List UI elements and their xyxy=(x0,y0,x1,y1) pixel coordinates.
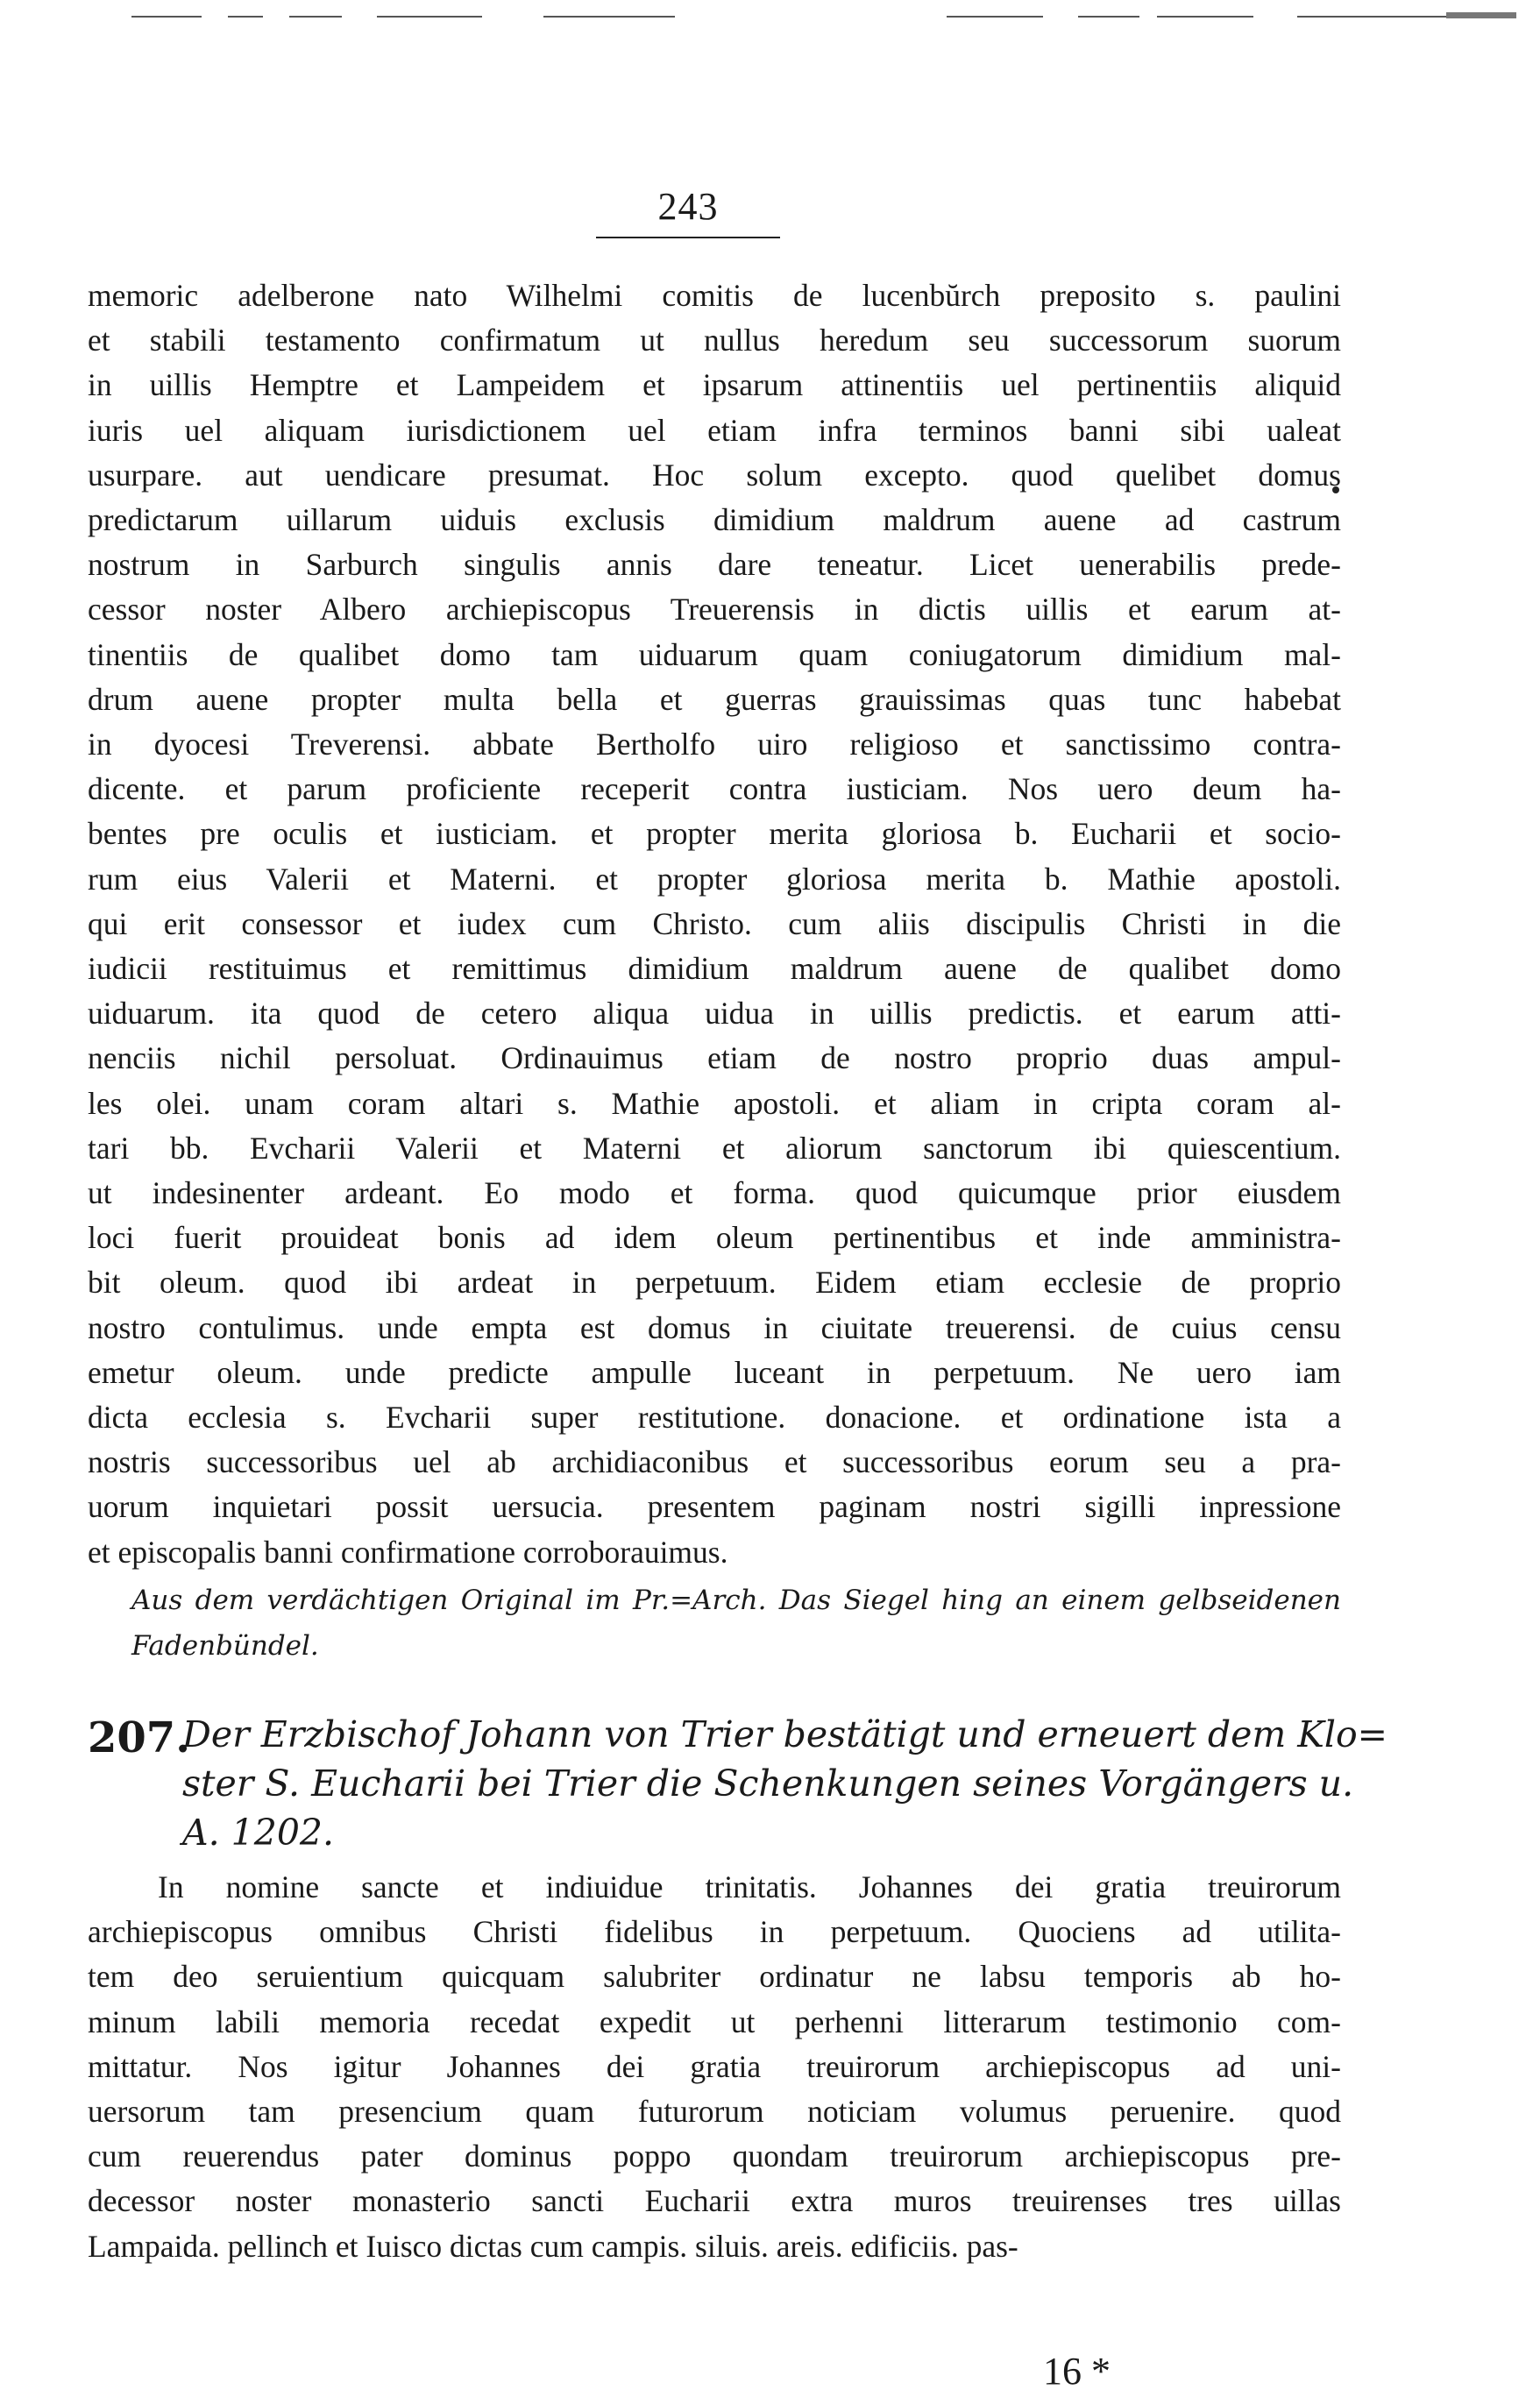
text-line: les olei. unam coram altari s. Mathie apostoli. et aliam in cripta coram al- xyxy=(88,1085,1341,1121)
top-edge-rules xyxy=(131,16,1508,28)
text-line: iuris uel aliquam iurisdictionem uel etiam infra terminos banni sibi ualeat xyxy=(88,412,1341,448)
text-line: cessor noster Albero archiepiscopus Treuerensis in dictis uillis et earum at- xyxy=(88,592,1341,628)
text-line: dicente. et parum proficiente receperit contra iusticiam. Nos uero deum ha- xyxy=(88,771,1341,807)
text-line: predictarum uillarum uiduis exclusis dimidium maldrum auene ad castrum xyxy=(88,502,1341,538)
text-line: nenciis nichil persoluat. Ordinauimus etiam de nostro proprio duas ampul- xyxy=(88,1040,1341,1076)
text-line: Lampaida. pellinch et Iuisco dictas cum campis. siluis. areis. edificiis. pas- xyxy=(88,2228,1018,2264)
note-line: Fadenbündel. xyxy=(131,1630,319,1662)
text-line: cum reuerendus pater dominus poppo quondam treuirorum archiepiscopus pre- xyxy=(88,2138,1341,2174)
text-line: in uillis Hemptre et Lampeidem et ipsarum attinentiis uel pertinentiis aliquid xyxy=(88,367,1341,403)
text-line: loci fuerit prouideat bonis ad idem oleum pertinentibus et inde amministra- xyxy=(88,1220,1341,1256)
text-line: tinentiis de qualibet domo tam uiduarum quam coniugatorum dimidium mal- xyxy=(88,636,1341,672)
text-line: tari bb. Evcharii Valerii et Materni et aliorum sanctorum ibi quiescentium. xyxy=(88,1130,1341,1166)
text-line: bentes pre oculis et iusticiam. et propter merita gloriosa b. Eucharii et socio- xyxy=(88,816,1341,852)
source-note xyxy=(131,1578,1341,1669)
text-line: uorum inquietari possit uersucia. presentem paginam nostri sigilli inpressione xyxy=(88,1489,1341,1525)
text-line: nostris successoribus uel ab archidiaconibus et successoribus eorum seu a pra- xyxy=(88,1444,1341,1480)
text-line: ut indesinenter ardeant. Eo modo et forma. quod quicumque prior eiusdem xyxy=(88,1175,1341,1211)
text-line: usurpare. aut uendicare presumat. Hoc solum excepto. quod quelibet domus xyxy=(88,457,1341,493)
heading-line: Der Erzbischof Johann von Trier bestätigt und erneuert dem Klo= xyxy=(182,1713,1388,1755)
text-line: decessor noster monasterio sancti Eucharii extra muros treuirenses tres uillas xyxy=(88,2183,1341,2219)
signature-mark: 16 * xyxy=(1043,2350,1111,2393)
text-line: dicta ecclesia s. Evcharii super restitutione. donacione. et ordinatione ista a xyxy=(88,1400,1341,1436)
heading-line: A. 1202. xyxy=(182,1812,335,1854)
text-line: archiepiscopus omnibus Christi fidelibus in perpetuum. Quociens ad utilita- xyxy=(88,1914,1341,1950)
page-number-rule xyxy=(596,237,780,238)
document-text xyxy=(88,1865,1341,2269)
text-line: uiduarum. ita quod de cetero aliqua uidua in uillis predictis. et earum atti- xyxy=(88,996,1341,1032)
text-line: rum eius Valerii et Materni. et propter gloriosa merita b. Mathie apostoli. xyxy=(88,861,1341,897)
text-line: memoric adelberone nato Wilhelmi comitis de lucenbŭrch preposito s. paulini xyxy=(88,278,1341,313)
text-line: iudicii restituimus et remittimus dimidium maldrum auene de qualibet domo xyxy=(88,951,1341,987)
note-line: Aus dem verdächtigen Original im Pr.=Arch. Das Siegel hing an einem gelbseidenen xyxy=(131,1585,1341,1616)
text-line: qui erit consessor et iudex cum Christo. cum aliis discipulis Christi in die xyxy=(88,905,1341,941)
text-line: In nomine sancte et indiuidue trinitatis. Johannes dei gratia treuirorum xyxy=(158,1869,1341,1904)
text-line: emetur oleum. unde predicte ampulle luceant in perpetuum. Ne uero iam xyxy=(88,1354,1341,1390)
text-line: uersorum tam presencium quam futurorum noticiam volumus peruenire. quod xyxy=(88,2094,1341,2130)
text-line: bit oleum. quod ibi ardeat in perpetuum. Eidem etiam ecclesie de proprio xyxy=(88,1265,1341,1301)
document-number: 207. xyxy=(88,1713,190,1762)
text-line: nostro contulimus. unde empta est domus in ciuitate treuerensi. de cuius censu xyxy=(88,1309,1341,1345)
text-line: tem deo seruientium quicquam salubriter ordinatur ne labsu temporis ab ho- xyxy=(88,1959,1341,1995)
page-number: 243 xyxy=(657,185,719,228)
heading-line: ster S. Eucharii bei Trier die Schenkungen seines Vorgängers u. xyxy=(182,1762,1354,1805)
text-line: et stabili testamento confirmatum ut nullus heredum seu successorum suorum xyxy=(88,323,1341,358)
text-line: nostrum in Sarburch singulis annis dare teneatur. Licet uenerabilis prede- xyxy=(88,547,1341,583)
text-line: mittatur. Nos igitur Johannes dei gratia treuirorum archiepiscopus ad uni- xyxy=(88,2048,1341,2084)
text-line: minum labili memoria recedat expedit ut perhenni litterarum testimonio com- xyxy=(88,2003,1341,2039)
continuation-text xyxy=(88,273,1341,1575)
text-line: in dyocesi Treverensi. abbate Bertholfo uiro religioso et sanctissimo contra- xyxy=(88,727,1341,762)
text-line: et episcopalis banni confirmatione corroborauimus. xyxy=(88,1534,728,1570)
text-line: drum auene propter multa bella et guerras grauissimas quas tunc habebat xyxy=(88,681,1341,717)
